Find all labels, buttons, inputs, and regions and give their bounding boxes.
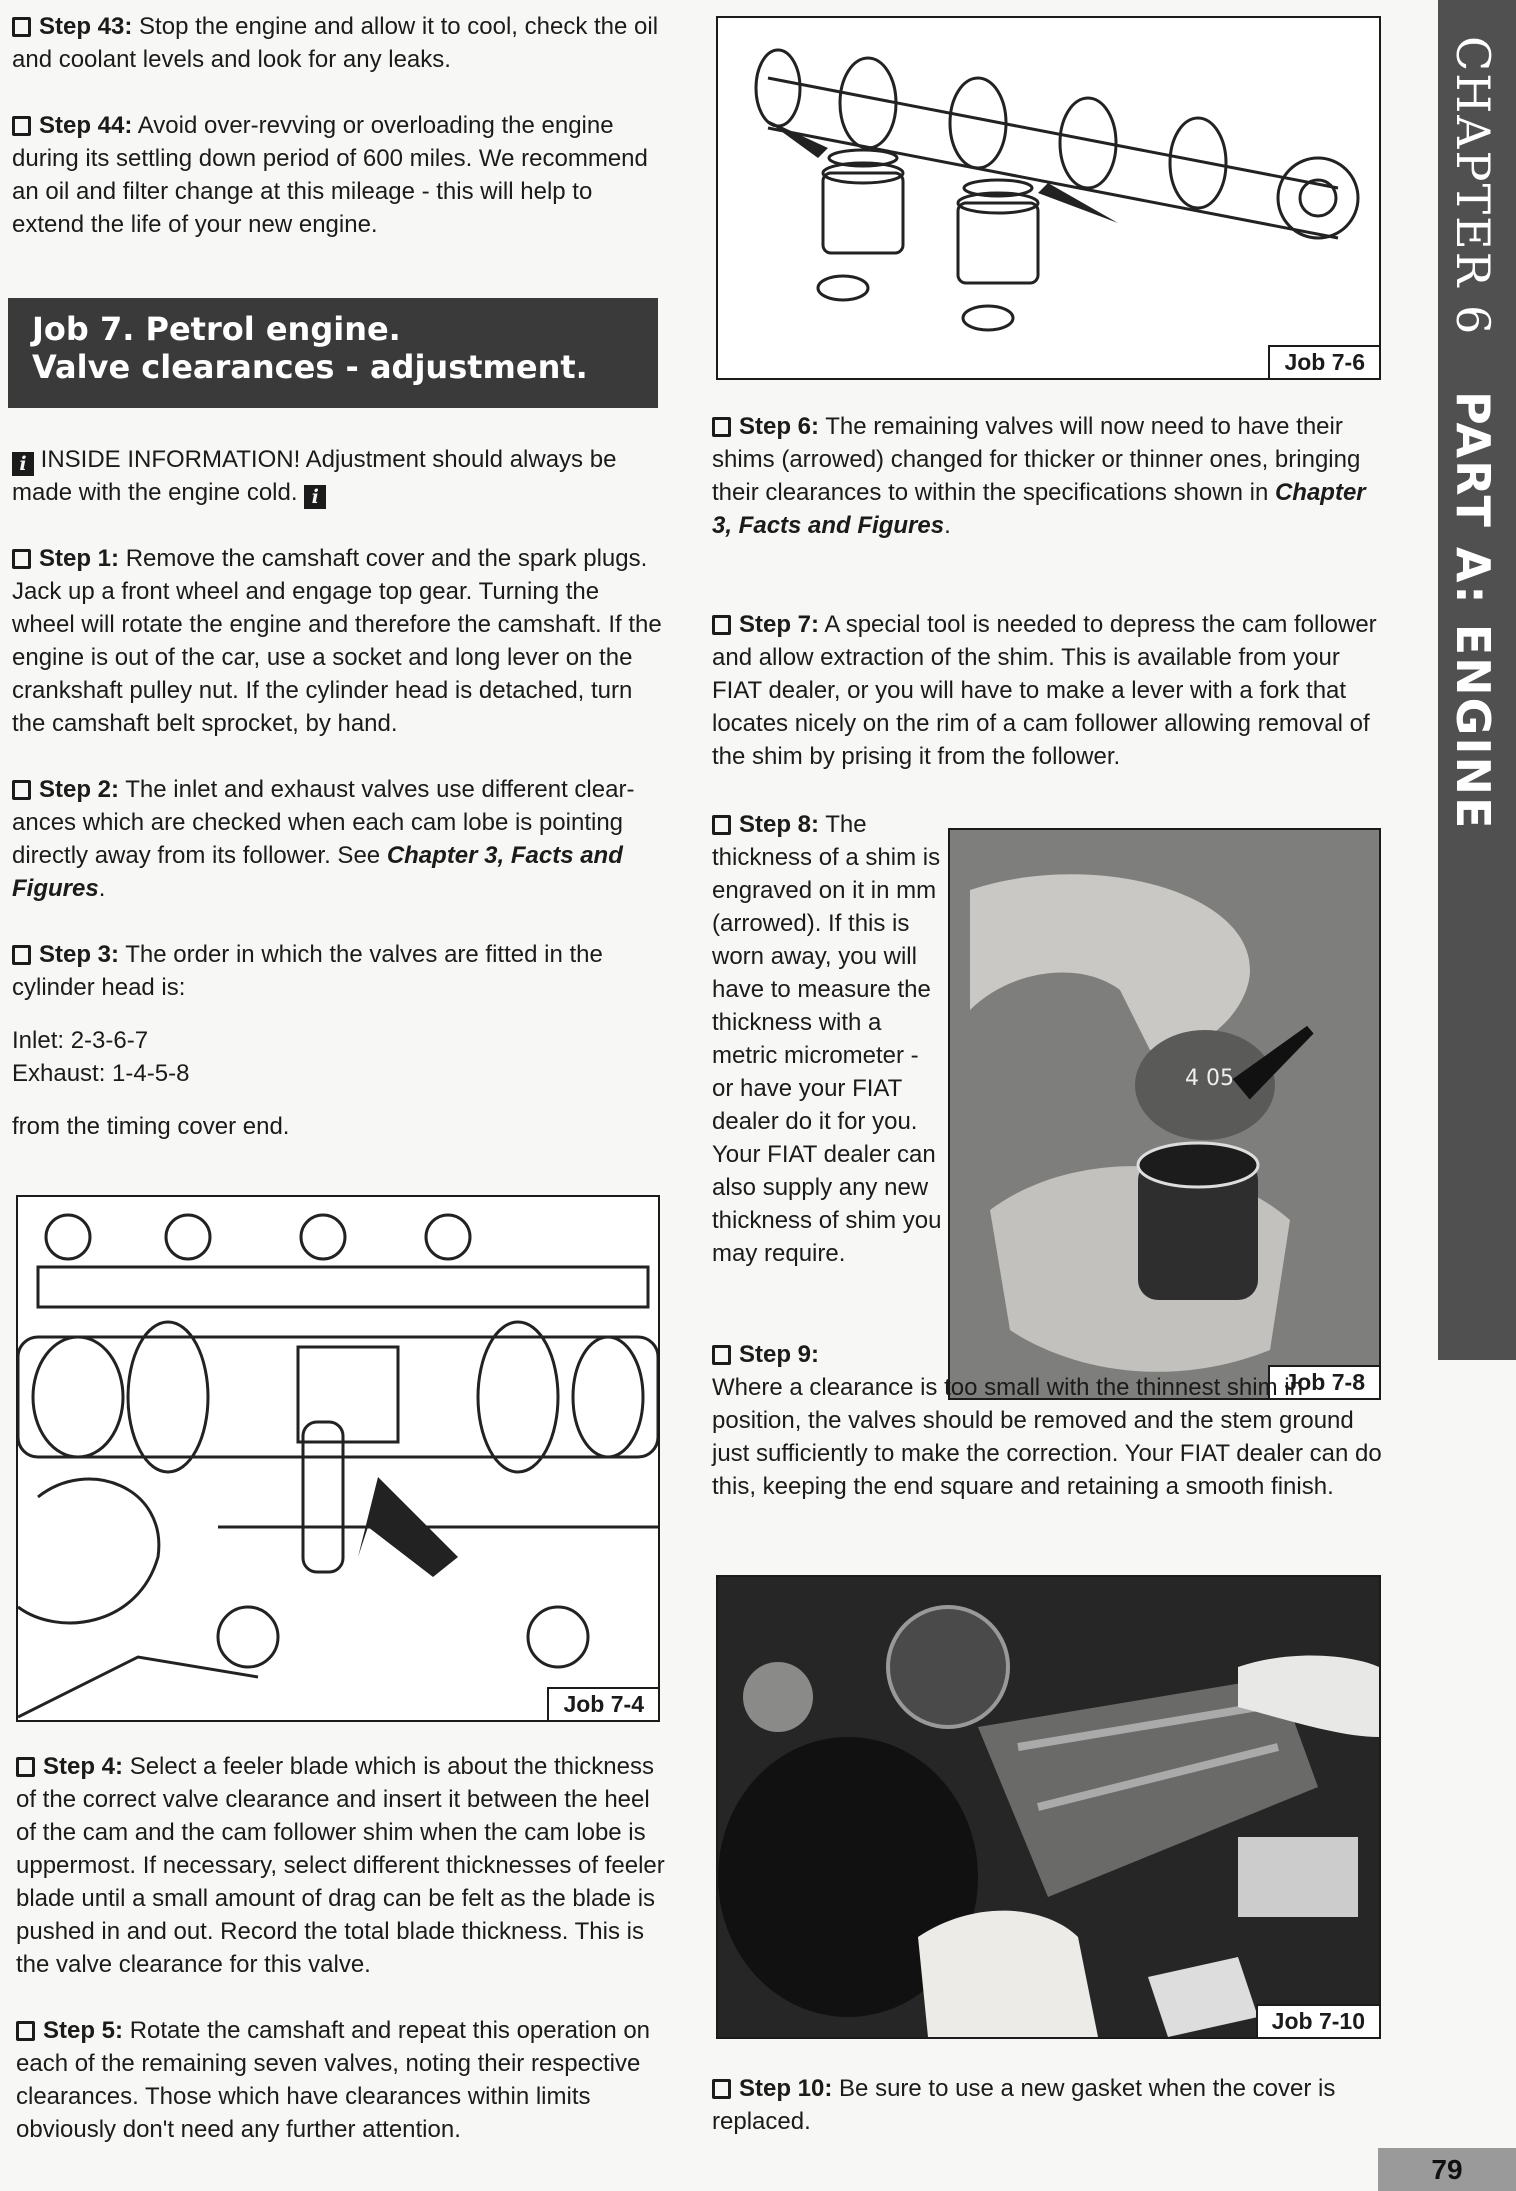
part-label: PART A: ENGINE <box>1446 391 1500 831</box>
checkbox-icon <box>12 780 31 800</box>
checkbox-icon <box>12 549 31 569</box>
left-column <box>12 10 662 241</box>
inlet-order: Inlet: 2-3-6-7 <box>12 1027 149 1054</box>
inside-information: i INSIDE INFORMATION! Adjustment should always be made with the engine cold. i <box>12 446 617 508</box>
checkbox-icon <box>712 815 731 835</box>
chapter-label: CHAPTER 6 <box>1446 36 1500 337</box>
step-2: Step 2: The inlet and exhaust valves use different clear-ances which are checked when each cam lobe is pointing directly away from its follower. See Chapter 3, Facts and Figures. <box>12 776 635 902</box>
job-title-banner: Job 7. Petrol engine. Valve clearances - adjustment. <box>8 298 658 408</box>
checkbox-icon <box>712 615 731 635</box>
step-43: Step 43: Stop the engine and allow it to cool, check the oil and coolant levels and look for any leaks. <box>12 13 659 73</box>
figure-job-7-6 <box>716 16 1381 380</box>
left-column-body <box>12 443 662 1143</box>
checkbox-icon <box>16 1757 35 1777</box>
checkbox-icon <box>712 1345 731 1365</box>
figure-job-7-4 <box>16 1195 660 1722</box>
step-4: Step 4: Select a feeler blade which is about the thickness of the correct valve clearance and insert it between the heel of the cam and the cam follower shim when the cam lobe is uppermost. If necessary, select different thicknesses of feeler blade until a small amount of drag can be felt as the blade is pushed in and out. Record the total blade thickness. This is the valve clearance for this valve. <box>16 1753 665 1978</box>
checkbox-icon <box>12 116 31 136</box>
checkbox-icon <box>12 17 31 37</box>
chapter-sidebar-text <box>1446 36 1500 830</box>
step-10: Step 10: Be sure to use a new gasket when the cover is replaced. <box>712 2075 1336 2135</box>
timing-cover-note: from the timing cover end. <box>12 1113 290 1140</box>
step-7: Step 7: A special tool is needed to depress the cam follower and allow extraction of the shim. This is available from your FIAT dealer, or you will have to make a lever with a fork that locates nicely on the rim of a cam follower allowing removal of the shim by prising it from the follower. <box>712 611 1377 770</box>
shim-marking: 4 05 <box>1185 1066 1234 1091</box>
figure-label: Job 7-10 <box>1256 2004 1379 2037</box>
step-5: Step 5: Rotate the camshaft and repeat this operation on each of the remaining seven valves, noting their respective clearances. Those which have clearances within limits obviously don't need any further attention. <box>16 2017 651 2143</box>
chapter-reference: Chapter 3, Facts and Figures <box>712 479 1366 539</box>
step-8: Step 8: The thickness of a shim is engraved on it in mm (arrowed). If this is worn away, you will have to measure the thickness with a metric micrometer - or have your FIAT dealer do it for you. Your FIAT dealer can also supply any new thickness of shim you may require. <box>712 811 942 1267</box>
engine-bay-photo <box>718 1577 1379 2037</box>
checkbox-icon <box>712 2079 731 2099</box>
figure-job-7-10 <box>716 1575 1381 2039</box>
step-6: Step 6: The remaining valves will now need to have their shims (arrowed) changed for thicker or thinner ones, bringing their clearances to within the specifications shown in Chapter 3, Facts and Figures. <box>712 413 1366 539</box>
step-9: Where a clearance is too small with the thinnest shim in position, the valves should be removed and the stem ground just sufficiently to make the correction. Your FIAT dealer can do this, keeping the end square and retaining a smooth finish. <box>712 1374 1382 1500</box>
checkbox-icon <box>712 417 731 437</box>
figure-label: Job 7-8 <box>1268 1365 1379 1398</box>
step-44: Step 44: Avoid over-revving or overloading the engine during its settling down period of 600 miles. We recommend an oil and filter change at this mileage - this will help to extend the life of your new engine. <box>12 112 648 238</box>
step-9-start: Step 9: <box>712 1338 944 1371</box>
shim-photo <box>950 830 1379 1398</box>
step-1: Step 1: Remove the camshaft cover and the spark plugs. Jack up a front wheel and engage top gear. Turning the wheel will rotate the engine and therefore the camshaft. If the engine is out of the car, use a socket and long lever on the crankshaft pulley nut. If the cylinder head is detached, turn the camshaft belt sprocket, by hand. <box>12 545 662 737</box>
figure-label: Job 7-6 <box>1268 345 1379 378</box>
camshaft-feeler-illustration <box>18 1197 658 1720</box>
chapter-reference: Chapter 3, Facts and Figures <box>12 842 623 902</box>
left-column-lower <box>16 1750 666 2146</box>
right-column-upper <box>712 410 1382 773</box>
info-icon: i <box>304 485 326 509</box>
figure-label: Job 7-4 <box>547 1687 658 1720</box>
step-3: Step 3: The order in which the valves are fitted in the cylinder head is: <box>12 941 603 1001</box>
page-number: 79 <box>1378 2148 1516 2191</box>
info-icon: i <box>12 452 34 476</box>
checkbox-icon <box>12 945 31 965</box>
figure-job-7-8 <box>948 828 1381 1400</box>
camshaft-shim-illustration <box>718 18 1379 378</box>
exhaust-order: Exhaust: 1-4-5-8 <box>12 1060 190 1087</box>
checkbox-icon <box>16 2021 35 2041</box>
